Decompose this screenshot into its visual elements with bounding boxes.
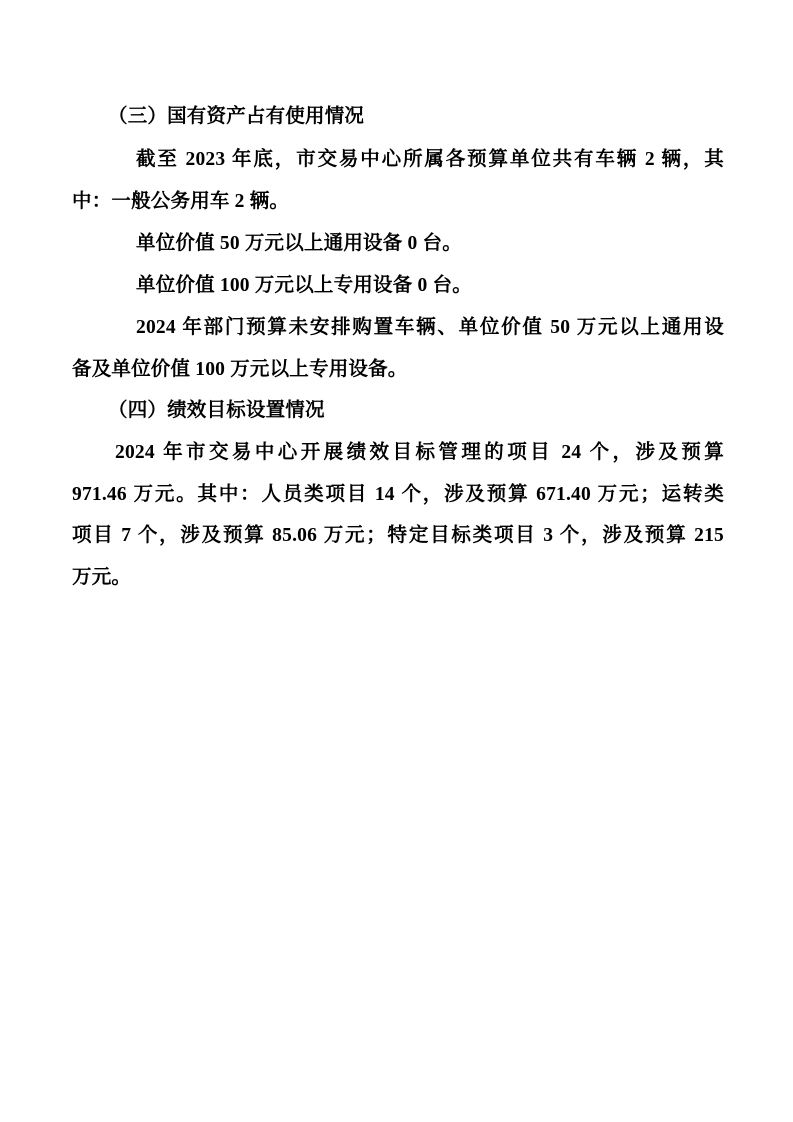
section-3-paragraph-1-line-1: 截至 2023 年底，市交易中心所属各预算单位共有车辆 2 辆，其 (136, 149, 724, 170)
section-3-paragraph-4-line-1: 2024 年部门预算未安排购置车辆、单位价值 50 万元以上通用设 (136, 317, 724, 338)
section-4-paragraph-1-line-4: 万元。 (72, 567, 132, 588)
section-4-heading: （四）绩效目标设置情况 (108, 400, 325, 421)
section-3-heading: （三）国有资产占有使用情况 (108, 106, 365, 127)
section-3-paragraph-2: 单位价值 50 万元以上通用设备 0 台。 (136, 233, 462, 254)
section-3-paragraph-4-line-2: 备及单位价值 100 万元以上专用设备。 (72, 359, 408, 380)
section-4-paragraph-1-line-1: 2024 年市交易中心开展绩效目标管理的项目 24 个，涉及预算 (115, 442, 724, 463)
section-4-paragraph-1-line-3: 项目 7 个，涉及预算 85.06 万元；特定目标类项目 3 个，涉及预算 215 (72, 525, 724, 546)
section-3-paragraph-1-line-2: 中：一般公务用车 2 辆。 (72, 191, 290, 212)
section-4-paragraph-1-line-2: 971.46 万元。其中：人员类项目 14 个，涉及预算 671.40 万元；运转类 (72, 484, 724, 505)
section-3-paragraph-3: 单位价值 100 万元以上专用设备 0 台。 (136, 275, 472, 296)
